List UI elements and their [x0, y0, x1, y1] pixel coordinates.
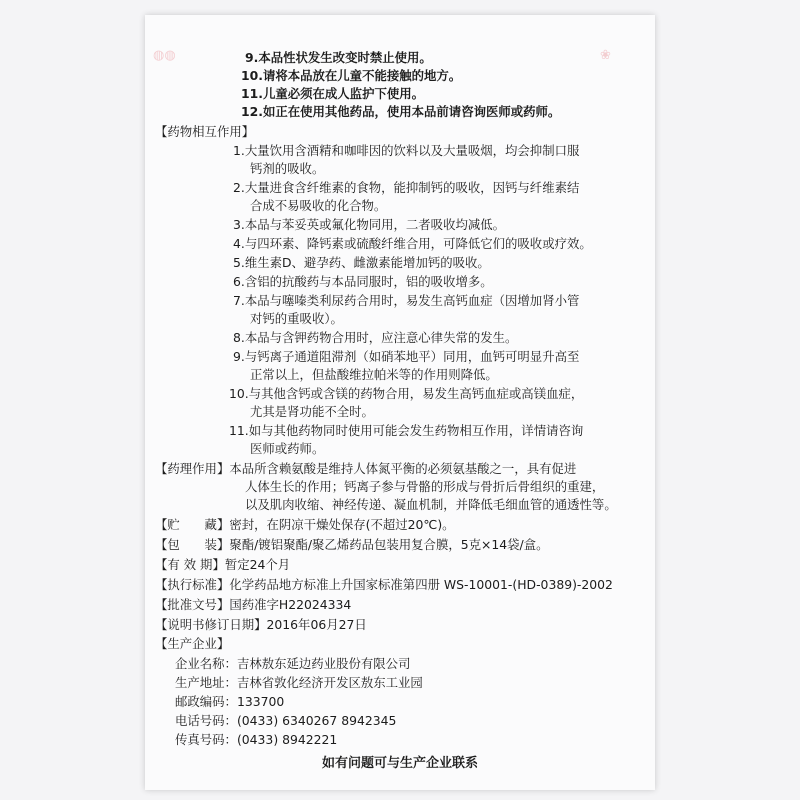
field-row: 【有 效 期】暂定24个月	[155, 557, 291, 572]
field-label: 批准文号	[167, 597, 217, 612]
company-label: 生产地址：	[175, 675, 237, 690]
faint-logo-left-icon: ◍◍	[153, 48, 176, 63]
company-value: 吉林敖东延边药业股份有限公司	[236, 656, 411, 671]
section-heading: 【生产企业】	[155, 636, 230, 651]
leaflet-content	[145, 15, 655, 790]
warning-item: 12.如正在使用其他药品，使用本品前请咨询医师或药师。	[241, 104, 561, 119]
field-value: 2016年06月27日	[266, 617, 367, 632]
field-label: 包 装	[167, 537, 217, 552]
interaction-line: 7.本品与噻嗪类利尿药合用时，易发生高钙血症（因增加肾小管	[233, 293, 580, 308]
interaction-line: 正常以上，但盐酸维拉帕米等的作用则降低。	[250, 367, 498, 382]
interaction-line: 医师或药师。	[250, 441, 325, 456]
company-row	[175, 655, 410, 673]
section-title: 生产企业	[167, 636, 217, 651]
field-row: 【执行标准】化学药品地方标准上升国家标准第四册 WS-10001-(HD-0389)-2002	[155, 577, 613, 592]
company-label: 传真号码：	[175, 732, 237, 747]
interaction-line: 10.与其他含钙或含镁的药物合用，易发生高钙血症或高镁血症，	[229, 386, 584, 401]
company-value: (0433) 6340267 8942345	[236, 713, 397, 728]
company-value: 吉林省敦化经济开发区敖东工业园	[236, 675, 423, 690]
warning-item: 9.本品性状发生改变时禁止使用。	[245, 50, 432, 65]
field-label: 说明书修订日期	[167, 617, 255, 632]
pharmacology-line: 人体生长的作用；钙离子参与骨骼的形成与骨折后骨组织的重建，	[245, 479, 605, 494]
company-row	[175, 731, 337, 749]
interaction-line: 6.含铝的抗酸药与本品同服时，铝的吸收增多。	[233, 274, 493, 289]
section-title: 药理作用	[167, 461, 217, 476]
field-row: 【包 装】聚酯/镀铝聚酯/聚乙烯药品包装用复合膜，5克×14袋/盒。	[155, 537, 549, 552]
field-value: 化学药品地方标准上升国家标准第四册 WS-10001-(HD-0389)-2002	[229, 577, 613, 592]
field-value: 聚酯/镀铝聚酯/聚乙烯药品包装用复合膜，5克×14袋/盒。	[229, 537, 549, 552]
company-row	[175, 712, 396, 730]
company-value: 133700	[236, 694, 285, 709]
field-value: 密封，在阴凉干燥处保存(不超过20℃)。	[229, 517, 455, 532]
interaction-line: 1.大量饮用含酒精和咖啡因的饮料以及大量吸烟，均会抑制口服	[233, 143, 580, 158]
company-label: 企业名称：	[175, 656, 237, 671]
field-row: 【批准文号】国药准字H22024334	[155, 597, 352, 612]
interaction-line: 对钙的重吸收）。	[250, 311, 343, 326]
company-label: 电话号码：	[175, 713, 237, 728]
field-row: 【说明书修订日期】2016年06月27日	[155, 617, 367, 632]
warning-item: 10.请将本品放在儿童不能接触的地方。	[241, 68, 462, 83]
section-heading: 【药物相互作用】	[155, 124, 255, 139]
pharmacology-line: 以及肌肉收缩、神经传递、凝血机制，并降低毛细血管的通透性等。	[245, 497, 617, 512]
company-row	[175, 693, 284, 711]
field-label: 贮 藏	[167, 517, 217, 532]
pharmacology-line: 【药理作用】本品所含赖氨酸是维持人体氮平衡的必须氨基酸之一，具有促进	[155, 461, 577, 476]
company-row	[175, 674, 423, 692]
interaction-line: 5.维生素D、避孕药、雌激素能增加钙的吸收。	[233, 255, 490, 270]
interaction-line: 11.如与其他药物同时使用可能会发生药物相互作用，详情请咨询	[229, 423, 584, 438]
field-value: 国药准字H22024334	[229, 597, 352, 612]
company-value: (0433) 8942221	[236, 732, 338, 747]
company-label: 邮政编码：	[175, 694, 237, 709]
interaction-line: 合成不易吸收的化合物。	[250, 198, 387, 213]
pharmacology-text: 本品所含赖氨酸是维持人体氮平衡的必须氨基酸之一，具有促进	[229, 461, 577, 476]
interaction-line: 3.本品与苯妥英或氟化物同用，二者吸收均减低。	[233, 217, 506, 232]
interaction-line: 4.与四环素、降钙素或硫酸纤维合用，可降低它们的吸收或疗效。	[233, 236, 592, 251]
faint-logo-right-icon: ❀	[600, 48, 611, 63]
interaction-line: 尤其是肾功能不全时。	[250, 404, 374, 419]
interaction-line: 钙剂的吸收。	[250, 161, 325, 176]
field-value: 暂定24个月	[224, 557, 291, 572]
footer-note: 如有问题可与生产企业联系	[321, 756, 478, 771]
warning-item: 11.儿童必须在成人监护下使用。	[241, 86, 425, 101]
interaction-line: 2.大量进食含纤维素的食物，能抑制钙的吸收，因钙与纤维素结	[233, 180, 580, 195]
interaction-line: 9.与钙离子通道阻滞剂（如硝苯地平）同用，血钙可明显升高至	[233, 349, 580, 364]
field-label: 有 效 期	[167, 557, 213, 572]
field-row: 【贮 藏】密封，在阴凉干燥处保存(不超过20℃)。	[155, 517, 455, 532]
section-title: 药物相互作用	[167, 124, 242, 139]
field-label: 执行标准	[167, 577, 217, 592]
leaflet-sheet	[145, 15, 655, 790]
interaction-line: 8.本品与含钾药物合用时，应注意心律失常的发生。	[233, 330, 518, 345]
